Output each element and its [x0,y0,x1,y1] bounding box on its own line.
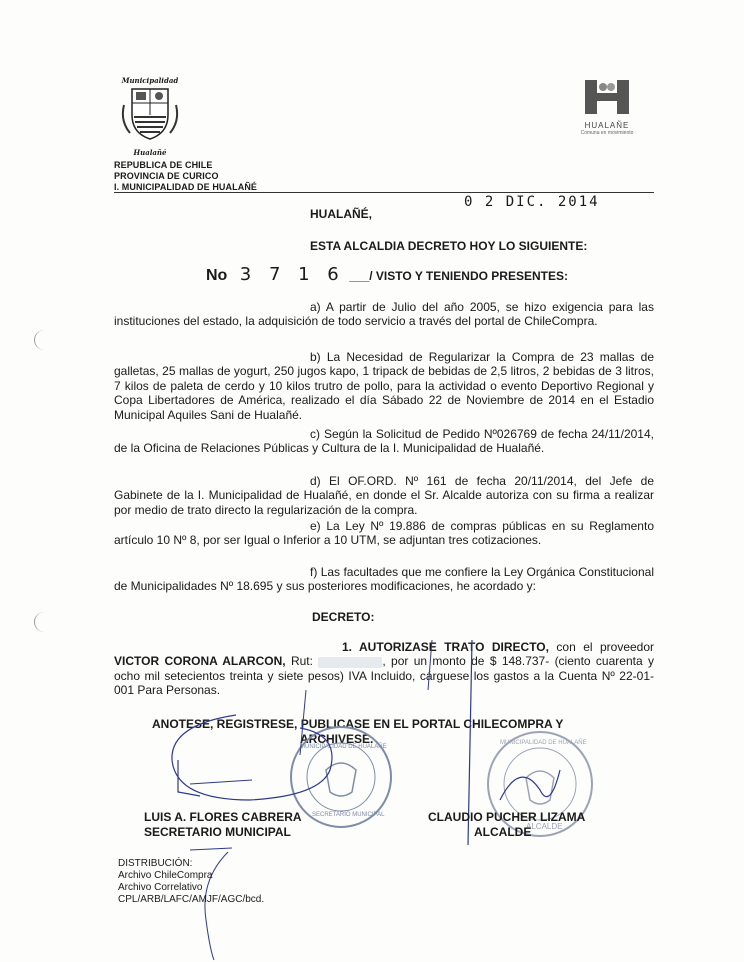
header-line-country: REPUBLICA DE CHILE [114,160,213,170]
article-1: 1. AUTORIZASE TRATO DIRECTO, con el proveedor VICTOR CORONA ALARCON, Rut: , por un monto de $ 148.737- (ciento cuarenta y ocho mil setecientos treinta y siete pesos) IVA Incluido, cárguese los gastos a la Cuenta Nº 22-01-001 Para Personas. [114,640,655,698]
header-line-province: PROVINCIA DE CURICO [114,171,219,181]
mayor-seal-bottom-text: ALCALDE [526,822,563,831]
decree-number: 3 7 1 6 [239,264,345,285]
punch-hole-bottom [34,612,55,632]
mayor-name: CLAUDIO PUCHER LIZAMA [428,810,586,824]
issuer-header [114,160,257,193]
secretary-signature-block [144,810,302,840]
logo-tagline: Comuna en movimiento [580,130,634,136]
coat-of-arms-top-text: Municipalidad [121,76,179,85]
secretary-seal-bottom-text: SECRETARIO MUNICIPAL [312,812,385,818]
visto-heading: ___/ VISTO Y TENIENDO PRESENTES: [349,269,568,283]
shield-icon [118,85,182,143]
mayor-title: ALCALDE [474,825,532,839]
consideration-e: e) La Ley Nº 19.886 de compras públicas en su Reglamento artículo 10 Nº 8, por ser Igual o Inferior a 10 UTM, se adjuntan tres cotizaciones. [114,519,654,548]
hualane-h-logo-icon [583,78,631,116]
punch-hole-top [34,330,55,350]
consideration-f: f) Las facultades que me confiere la Ley Orgánica Constitucional de Municipalidades Nº 18.695 y sus posteriores modificaciones, he acordado y: [114,565,654,594]
redacted-rut [318,657,382,668]
mayor-seal-top-text: MUNICIPALIDAD DE HUALAÑE [500,740,587,746]
distribution-line-2: Archivo Correlativo [118,882,203,893]
hualane-brand-logo [576,78,638,136]
closing-formula: ANOTESE, REGISTRESE, PUBLICASE EN EL PORTAL CHILECOMPRA Y ARCHIVESE. [152,717,564,746]
secretary-title: SECRETARIO MUNICIPAL [144,825,291,839]
distribution-list [118,858,264,906]
decree-number-line [206,264,568,285]
consideration-d: d) El OF.ORD. Nº 161 de fecha 20/11/2014, del Jefe de Gabinete de la I. Municipalidad de Hualañé, en donde el Sr. Alcalde autoriza con su firma a realizar por medio de trato directo la regularización de la compra. [114,474,654,517]
logo-word: HUALAÑE [584,121,630,130]
header-line-municipality: I. MUNICIPALIDAD DE HUALAÑÉ [114,182,258,192]
distribution-heading: DISTRIBUCIÓN: [118,858,193,869]
supplier-name: VICTOR CORONA ALARCON, [114,654,286,669]
secretary-name: LUIS A. FLORES CABRERA [144,810,302,824]
secretary-seal-top-text: MUNICIPALIDAD DE HUALAÑE [300,744,387,750]
decree-number-prefix: No [206,267,228,284]
mayor-signature-block [428,810,585,840]
consideration-a: a) A partir de Julio del año 2005, se hizo exigencia para las instituciones del estado, la adquisición de todo servicio a través del portal de ChileCompra. [114,300,654,329]
distribution-line-1: Archivo ChileCompra [118,870,213,881]
place-name: HUALAÑÉ, [310,207,372,221]
consideration-c: c) Según la Solicitud de Pedido Nº026769 de fecha 24/11/2014, de la Oficina de Relaciones Públicas y Cultura de la I. Municipalidad de Hualañé. [114,427,654,456]
decree-heading: DECRETO: [312,610,375,624]
date-stamp: 0 2 DIC. 2014 [464,194,600,210]
consideration-b: b) La Necesidad de Regularizar la Compra de 23 mallas de galletas, 25 mallas de yogurt, 250 jugos kapo, 1 tripack de bebidas de 2,5 litros, 2 bebidas de 3 litros, 7 kilos de paleta de cerdo y 10 kilos trutro de pollo, para la actividad o evento Deportivo Regional y Copa Libertadores de América, realizado el día Sábado 22 de Noviembre de 2014 en el Estadio Municipal Aquiles Sani de Hualañé. [114,350,654,422]
article-1-lead: 1. AUTORIZASE TRATO DIRECTO, [342,640,549,654]
coat-of-arms-bottom-text: Hualañé [133,148,167,157]
header-divider [114,192,654,193]
distribution-line-3: CPL/ARB/LAFC/AMJF/AGC/bcd. [118,894,265,905]
decree-intro: ESTA ALCALDIA DECRETO HOY LO SIGUIENTE: [310,239,588,253]
municipal-coat-of-arms [118,76,182,156]
